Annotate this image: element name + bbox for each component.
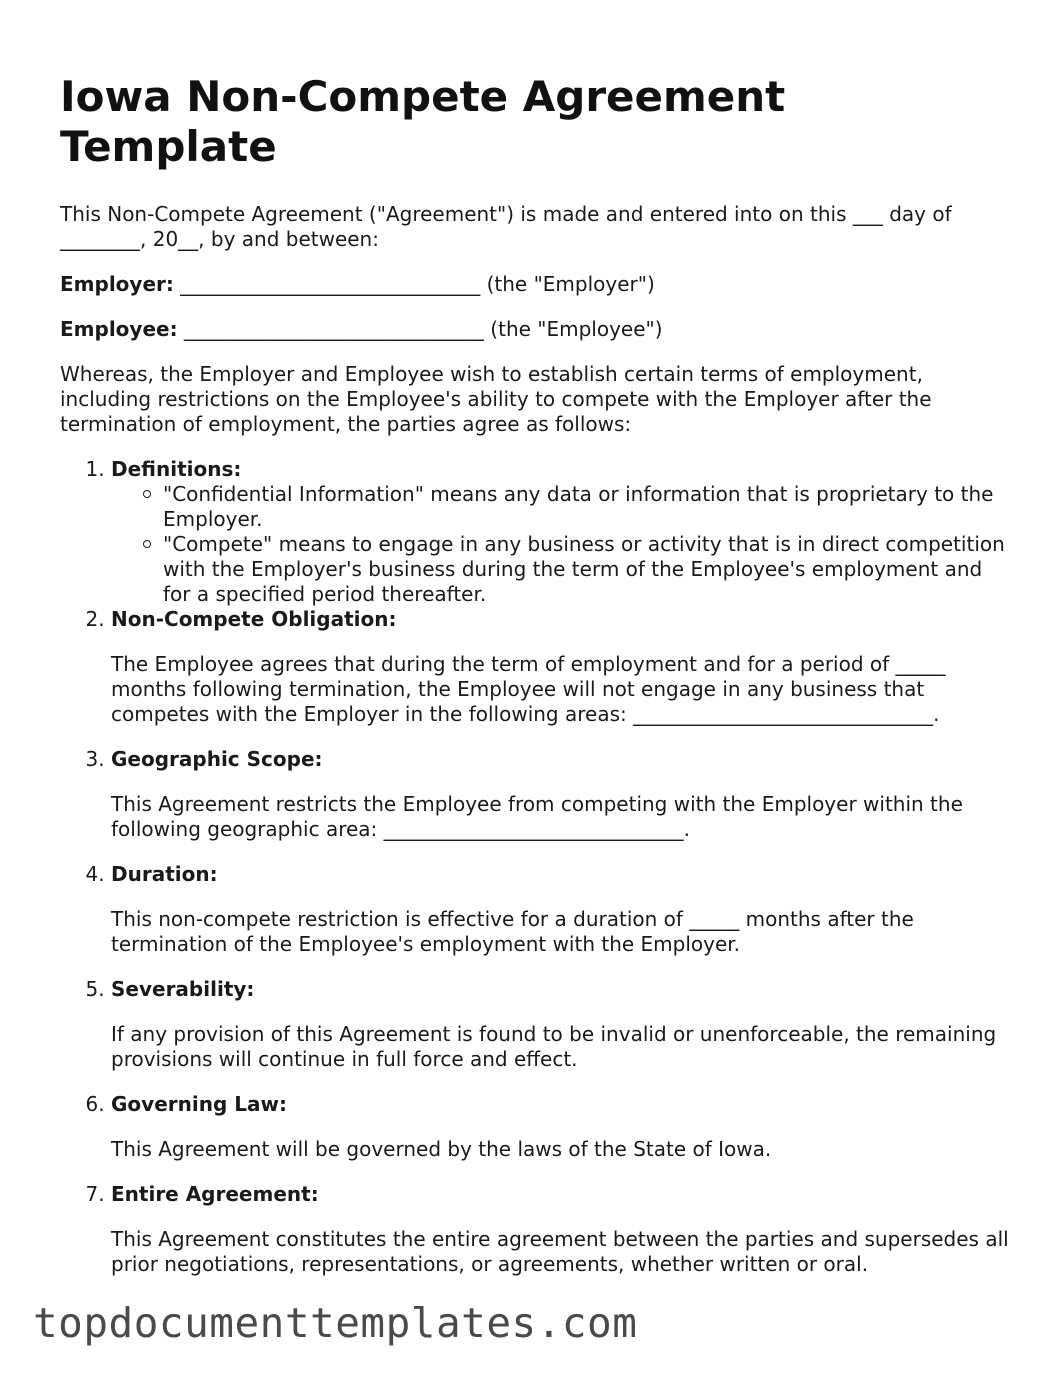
section-body: This Agreement restricts the Employee from competing with the Employer within the following geographic area: ______________________________. bbox=[111, 792, 963, 841]
employee-line bbox=[60, 317, 1010, 342]
circle-bullet-icon bbox=[143, 490, 151, 498]
section-title: 3. Geographic Scope: bbox=[111, 747, 323, 771]
section-governing-law bbox=[111, 1092, 1010, 1162]
employer-label: Employer: bbox=[60, 272, 174, 296]
definitions-list bbox=[111, 482, 1010, 607]
employee-blank: ______________________________ (the "Employee") bbox=[177, 317, 663, 341]
section-title: 4. Duration: bbox=[111, 862, 218, 886]
whereas-paragraph: Whereas, the Employer and Employee wish to establish certain terms of employment, including restrictions on the Employee's ability to compete with the Employer after the termination of employment, the parties agree as follows: bbox=[60, 362, 932, 436]
employer-blank: ______________________________ (the "Employer") bbox=[173, 272, 655, 296]
section-body: This non-compete restriction is effective for a duration of _____ months after the termination of the Employee's employment with the Employer. bbox=[111, 907, 914, 956]
section-title: 7. Entire Agreement: bbox=[111, 1182, 319, 1206]
definition-text: "Compete" means to engage in any business or activity that is in direct competition with the Employer's business during the term of the Employee's employment and for a specified period thereafter. bbox=[163, 532, 1005, 606]
section-entire-agreement bbox=[111, 1182, 1010, 1277]
section-title: 5. Severability: bbox=[111, 977, 255, 1001]
definition-text: "Confidential Information" means any data or information that is proprietary to the Employer. bbox=[163, 482, 994, 531]
section-non-compete-obligation bbox=[111, 607, 1010, 727]
section-duration bbox=[111, 862, 1010, 957]
employee-label: Employee: bbox=[60, 317, 178, 341]
section-body: The Employee agrees that during the term of employment and for a period of _____ months following termination, the Employee will not engage in any business that competes with the Employer in the following areas: ______________________________. bbox=[111, 652, 946, 726]
section-definitions bbox=[111, 457, 1010, 607]
definition-item bbox=[163, 532, 1010, 607]
site-watermark: topdocumenttemplates.com bbox=[33, 1299, 638, 1347]
section-body: If any provision of this Agreement is found to be invalid or unenforceable, the remaining provisions will continue in full force and effect. bbox=[111, 1022, 997, 1071]
section-title: 1. Definitions: bbox=[111, 457, 242, 481]
section-body: This Agreement constitutes the entire agreement between the parties and supersedes all prior negotiations, representations, or agreements, whether written or oral. bbox=[111, 1227, 1009, 1276]
section-body: This Agreement will be governed by the laws of the State of Iowa. bbox=[111, 1137, 772, 1161]
circle-bullet-icon bbox=[143, 540, 151, 548]
sections-list bbox=[60, 457, 1010, 1277]
section-geographic-scope bbox=[111, 747, 1010, 842]
section-title: 2. Non-Compete Obligation: bbox=[111, 607, 397, 631]
employer-line bbox=[60, 272, 1010, 297]
intro-paragraph: This Non-Compete Agreement ("Agreement") is made and entered into on this ___ day of ________, 20__, by and between: bbox=[60, 202, 952, 251]
document-title: Iowa Non-Compete Agreement Template bbox=[60, 72, 786, 171]
section-title: 6. Governing Law: bbox=[111, 1092, 287, 1116]
section-severability bbox=[111, 977, 1010, 1072]
definition-item bbox=[163, 482, 1010, 532]
document-page bbox=[60, 72, 1010, 1297]
